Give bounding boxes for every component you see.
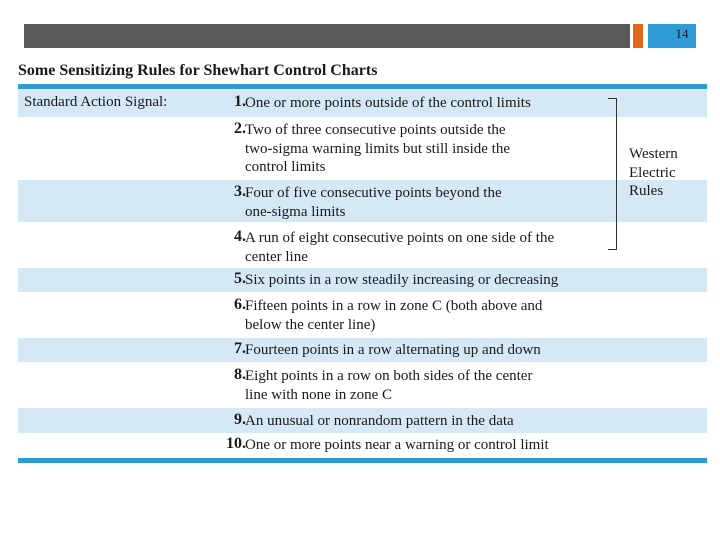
table-row	[18, 408, 707, 433]
rule-line: Eight points in a row on both sides of the center	[245, 368, 533, 384]
accent-bar	[633, 24, 643, 48]
rule-line: One or more points outside of the control limits	[245, 95, 531, 111]
rule-line: below the center line)	[245, 316, 376, 333]
rule-line: One or more points near a warning or control limit	[245, 437, 549, 453]
rule-number: 3.	[234, 183, 246, 200]
table-row	[18, 222, 707, 268]
header-bar	[24, 24, 630, 48]
rule-text	[245, 94, 625, 113]
rule-number: 4.	[234, 228, 246, 245]
rule-number: 7.	[234, 340, 246, 357]
rule-line: line with none in zone C	[245, 386, 393, 403]
rule-text	[245, 121, 625, 177]
rule-number: 2.	[234, 120, 246, 137]
rule-number: 10.	[226, 435, 246, 452]
western-electric-line: Rules	[629, 183, 664, 199]
rule-text	[245, 229, 625, 266]
table-row	[18, 268, 707, 292]
table-row	[18, 433, 707, 457]
rule-number: 1.	[234, 93, 246, 110]
rule-text	[245, 297, 625, 334]
rule-number: 6.	[234, 296, 246, 313]
rule-line: one-sigma limits	[245, 203, 346, 220]
rule-line: A run of eight consecutive points on one side of the	[245, 230, 555, 246]
western-electric-label	[629, 145, 709, 201]
rule-line: center line	[245, 248, 308, 265]
table-title: Some Sensitizing Rules for Shewhart Control Charts	[18, 62, 378, 79]
western-electric-bracket	[608, 98, 617, 250]
table-row	[18, 338, 707, 362]
table-row	[18, 180, 707, 222]
rule-line: two-sigma warning limits but still inside the	[245, 140, 510, 157]
rule-line: Six points in a row steadily increasing or decreasing	[245, 272, 559, 288]
standard-action-label: Standard Action Signal:	[24, 94, 168, 110]
western-electric-line: Electric	[629, 164, 676, 181]
rule-line: Two of three consecutive points outside the	[245, 122, 506, 138]
slide-number: 14	[675, 26, 689, 41]
table-row	[18, 362, 707, 408]
rule-number: 5.	[234, 270, 246, 287]
rule-line: Four of five consecutive points beyond the	[245, 185, 502, 201]
rule-number: 9.	[234, 411, 246, 428]
rule-text	[245, 271, 625, 290]
table-bottom-rule	[18, 458, 707, 463]
rule-line: Fourteen points in a row alternating up and down	[245, 342, 541, 358]
rule-text	[245, 184, 625, 221]
western-electric-line: Western	[629, 146, 678, 162]
rule-text	[245, 367, 625, 404]
rule-line: control limits	[245, 159, 326, 175]
table-row	[18, 292, 707, 338]
table-row	[18, 117, 707, 180]
rule-line: Fifteen points in a row in zone C (both above and	[245, 298, 543, 314]
rule-number: 8.	[234, 366, 246, 383]
rule-text	[245, 436, 625, 455]
table-row	[18, 89, 707, 117]
rule-line: An unusual or nonrandom pattern in the data	[245, 413, 514, 429]
rule-text	[245, 341, 625, 360]
rule-text	[245, 412, 625, 431]
